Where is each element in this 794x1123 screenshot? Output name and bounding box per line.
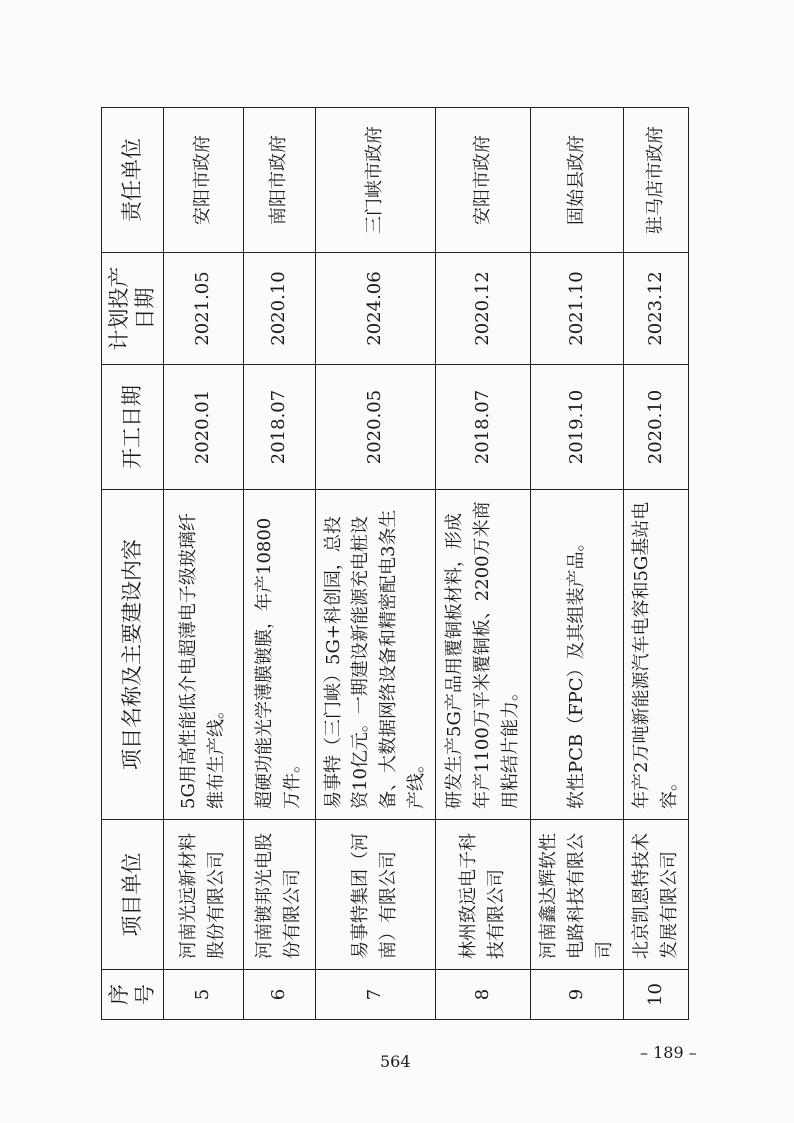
cell-resp: 驻马店市政府: [623, 108, 688, 253]
cell-seq: 9: [531, 970, 624, 1020]
header-start-date: 开工日期: [102, 365, 164, 490]
cell-seq: 7: [315, 970, 436, 1020]
cell-plan: 2020.12: [436, 253, 531, 365]
cell-content: 软性PCB（FPC）及其组装产品。: [531, 490, 624, 820]
cell-plan: 2021.10: [531, 253, 624, 365]
cell-unit: 易事特集团（河南）有限公司: [315, 820, 436, 970]
cell-unit: 林州致远电子科技有限公司: [436, 820, 531, 970]
table-row: [623, 108, 688, 1020]
cell-unit: 河南光远新材料股份有限公司: [163, 820, 243, 970]
header-unit: 项目单位: [102, 820, 164, 970]
cell-content: 研发生产5G产品用覆铜板材料，形成年产1100万平米覆铜板、2200万米商用粘结片能力。: [436, 490, 531, 820]
document-page-number: 564: [380, 1052, 411, 1071]
cell-resp: 南阳市政府: [243, 108, 315, 253]
cell-unit: 河南鑫达辉软性电路科技有限公司: [531, 820, 624, 970]
cell-start: 2018.07: [436, 365, 531, 490]
project-table-rotated: [101, 108, 680, 1020]
cell-content: 年产2万吨新能源汽车电容和5G基站电容。: [623, 490, 688, 820]
cell-resp: 安阳市政府: [436, 108, 531, 253]
cell-seq: 8: [436, 970, 531, 1020]
cell-content: 超硬功能光学薄膜镀膜，年产10800万件。: [243, 490, 315, 820]
cell-start: 2020.01: [163, 365, 243, 490]
project-table: [101, 107, 689, 1020]
header-plan-date: 计划投产日期: [102, 253, 164, 365]
cell-plan: 2024.06: [315, 253, 436, 365]
cell-plan: 2023.12: [623, 253, 688, 365]
cell-resp: 固始县政府: [531, 108, 624, 253]
table-row: [243, 108, 315, 1020]
cell-seq: 6: [243, 970, 315, 1020]
table-row: [163, 108, 243, 1020]
page-label: – 189 –: [640, 1043, 697, 1062]
table-row: [315, 108, 436, 1020]
cell-start: 2018.07: [243, 365, 315, 490]
cell-unit: 北京凯恩特技术发展有限公司: [623, 820, 688, 970]
cell-unit: 河南镀邦光电股份有限公司: [243, 820, 315, 970]
header-responsible: 责任单位: [102, 108, 164, 253]
cell-content: 易事特（三门峡）5G+科创园，总投资10亿元。一期建设新能源充电桩设备、大数据网络设备和精密配电3条生产线。: [315, 490, 436, 820]
header-content: 项目名称及主要建设内容: [102, 490, 164, 820]
cell-seq: 10: [623, 970, 688, 1020]
cell-content: 5G用高性能低介电超薄电子级玻璃纤维布生产线。: [163, 490, 243, 820]
table-header-row: [102, 108, 164, 1020]
cell-start: 2019.10: [531, 365, 624, 490]
cell-start: 2020.05: [315, 365, 436, 490]
cell-plan: 2020.10: [243, 253, 315, 365]
header-seq: 序号: [102, 970, 164, 1020]
cell-seq: 5: [163, 970, 243, 1020]
table-row: [436, 108, 531, 1020]
cell-resp: 安阳市政府: [163, 108, 243, 253]
cell-plan: 2021.05: [163, 253, 243, 365]
cell-start: 2020.10: [623, 365, 688, 490]
table-row: [531, 108, 624, 1020]
cell-resp: 三门峡市政府: [315, 108, 436, 253]
